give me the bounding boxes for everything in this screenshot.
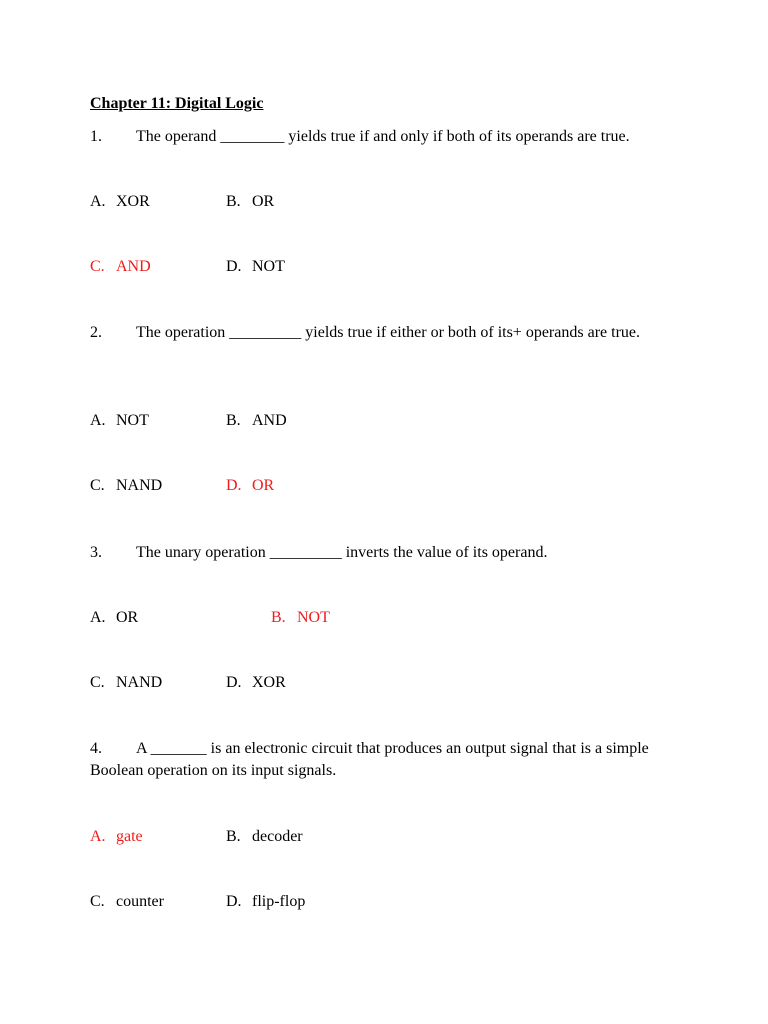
option-text: NAND — [116, 674, 163, 691]
question-number: 4. — [90, 740, 102, 757]
option-letter: C. — [90, 893, 105, 910]
option-letter: B. — [226, 193, 241, 210]
option-letter: A. — [90, 193, 106, 210]
page-title: Chapter 11: Digital Logic — [90, 95, 264, 112]
option-text: OR — [252, 477, 275, 494]
option-a — [90, 607, 138, 629]
option-text: XOR — [116, 193, 150, 210]
option-letter: C. — [90, 674, 105, 691]
question-text: The unary operation _________ inverts the value of its operand. — [136, 544, 548, 561]
option-c — [90, 672, 162, 694]
option-b-correct — [271, 607, 330, 629]
question-body: A _______ is an electronic circuit that produces an output signal that is a simple Boolean operation on its input signals. — [90, 740, 649, 779]
question-text — [90, 738, 670, 782]
option-a — [90, 191, 150, 213]
option-letter: D. — [226, 258, 242, 275]
option-text: flip-flop — [252, 893, 306, 910]
question-number: 2. — [90, 324, 102, 341]
option-b — [226, 826, 303, 848]
option-letter: A. — [90, 828, 106, 845]
option-text: OR — [252, 193, 275, 210]
option-text: NOT — [297, 609, 330, 626]
option-letter: C. — [90, 477, 105, 494]
option-a — [90, 410, 149, 432]
option-letter: A. — [90, 412, 106, 429]
option-text: NAND — [116, 477, 163, 494]
option-letter: D. — [226, 477, 242, 494]
option-d — [226, 672, 286, 694]
option-letter: B. — [271, 609, 286, 626]
option-c — [90, 475, 162, 497]
option-c — [90, 891, 164, 913]
option-letter: B. — [226, 828, 241, 845]
option-text: OR — [116, 609, 139, 626]
option-text: gate — [116, 828, 143, 845]
option-a-correct — [90, 826, 143, 848]
option-c-correct — [90, 256, 151, 278]
option-text: AND — [252, 412, 287, 429]
option-text: counter — [116, 893, 164, 910]
question-body: The operation _________ yields true if either or both of its+ operands are true. — [136, 324, 640, 341]
option-b — [226, 410, 287, 432]
question-number: 1. — [90, 128, 102, 145]
option-text: NOT — [252, 258, 285, 275]
option-d — [226, 891, 305, 913]
option-text: NOT — [116, 412, 149, 429]
option-text: XOR — [252, 674, 286, 691]
option-letter: B. — [226, 412, 241, 429]
option-text: AND — [116, 258, 151, 275]
option-letter: D. — [226, 893, 242, 910]
option-letter: D. — [226, 674, 242, 691]
question-number: 3. — [90, 544, 102, 561]
question-text: The operand ________ yields true if and only if both of its operands are true. — [136, 128, 630, 145]
option-d — [226, 256, 285, 278]
option-letter: C. — [90, 258, 105, 275]
option-b — [226, 191, 274, 213]
question-text — [90, 322, 690, 344]
option-text: decoder — [252, 828, 303, 845]
option-d-correct — [226, 475, 274, 497]
option-letter: A. — [90, 609, 106, 626]
